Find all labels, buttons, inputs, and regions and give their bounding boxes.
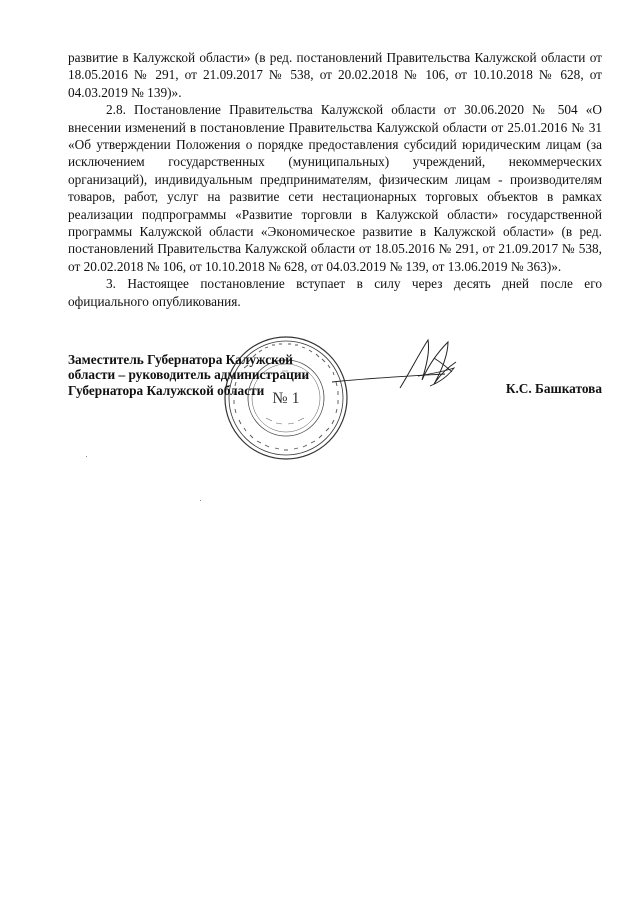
scan-speck — [200, 500, 201, 501]
paragraph-3: 3. Настоящее постановление вступает в силу через десять дней после его официального опубликования. — [68, 276, 602, 309]
paragraph-2-8: 2.8. Постановление Правительства Калужской области от 30.06.2020 № 504 «О внесении изменений в постановление Правительства Калужской области от 25.01.2016 № 31 «Об утверждении Положения о порядке предоставления субсидий юридическим лицам (за исключением государственных (муниципальных) учреждений, некоммерческих организаций), индивидуальным предпринимателям, физическим лицам - производителям товаров, работ, услуг на развитие сети нестационарных торговых объектов в рамках реализации подпрограммы «Развитие торговли в Калужской области» государственной программы Калужской области «Экономическое развитие в Калужской области» (в ред. постановлений Правительства Калужской области от 18.05.2016 № 291, от 21.09.2017 № 538, от 20.02.2018 № 106, от 10.10.2018 № 628, от 04.03.2019 № 139, от 13.06.2019 № 363)». — [68, 102, 602, 274]
seal-number: № 1 — [272, 390, 300, 407]
paragraph-continuation: развитие в Калужской области» (в ред. постановлений Правительства Калужской области от 18.05.2016 № 291, от 21.09.2017 № 538, от 20.02.2018 № 106, от 10.10.2018 № 628, от 04.03.2019 № 139)». — [68, 50, 602, 100]
signatory-line-2: области – руководитель администрации — [68, 367, 310, 383]
scan-speck — [86, 456, 87, 457]
signatory-line-3: Губернатора Калужской области — [68, 382, 265, 398]
signatory-name: К.С. Башкатова — [505, 381, 602, 396]
signatory-line-1: Заместитель Губернатора Калужской — [68, 352, 293, 367]
body-text — [68, 49, 602, 310]
